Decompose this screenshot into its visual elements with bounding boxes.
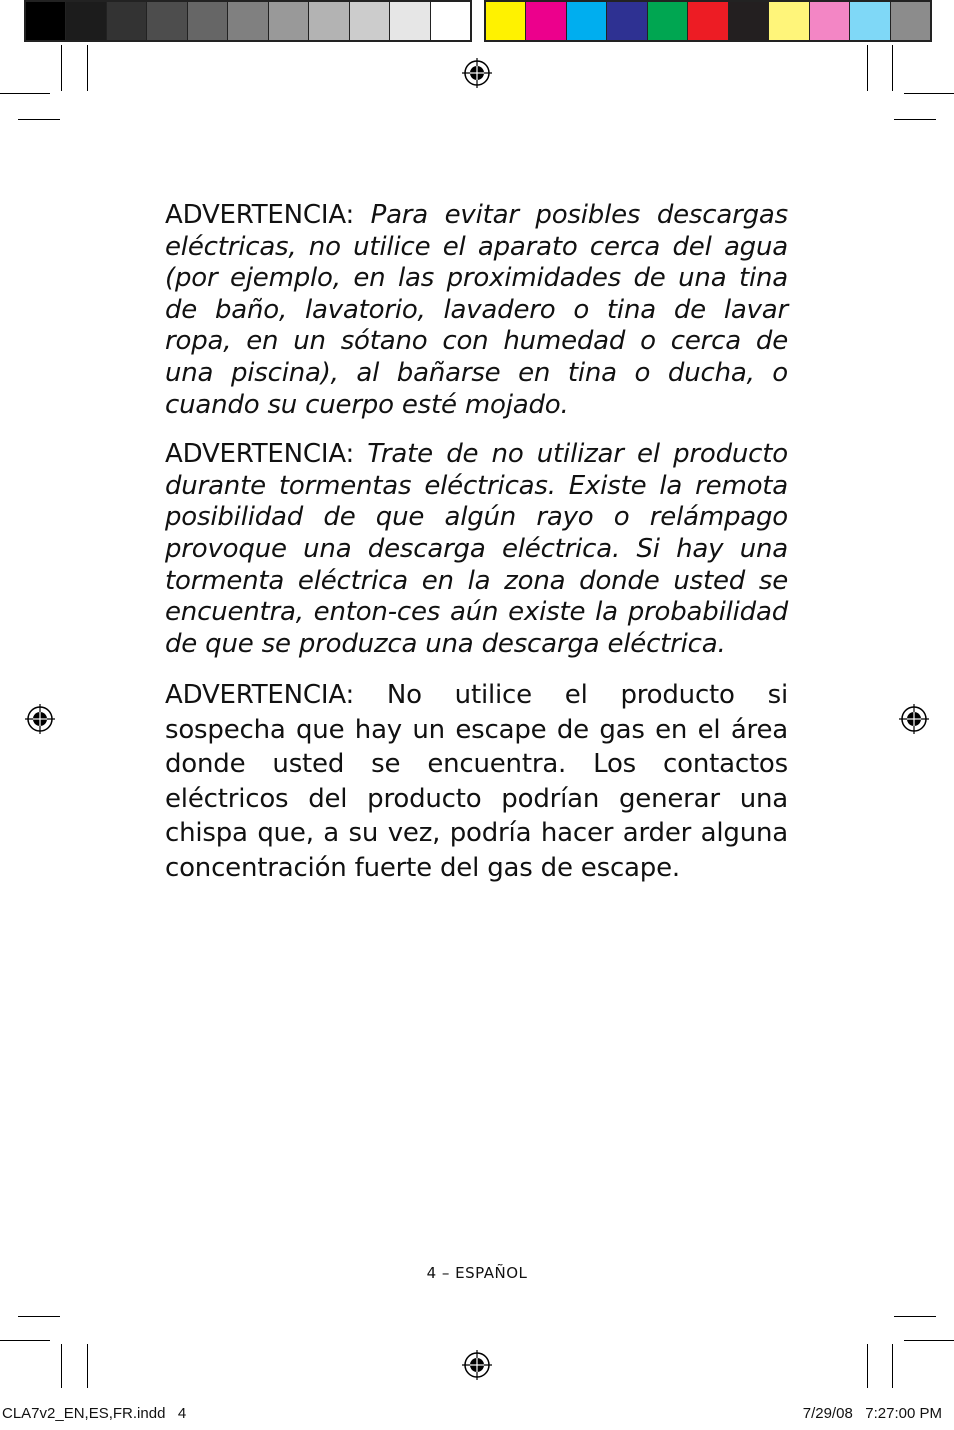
crop-mark xyxy=(0,1340,50,1341)
registration-mark-icon xyxy=(899,704,929,734)
color-swatch xyxy=(648,2,688,40)
crop-mark xyxy=(0,93,50,94)
page-number: 4 – ESPAÑOL xyxy=(426,1264,528,1282)
color-swatch xyxy=(431,2,470,40)
color-swatch xyxy=(188,2,228,40)
crop-mark xyxy=(18,119,60,120)
warning-paragraph-water xyxy=(165,200,788,421)
color-swatch xyxy=(729,2,769,40)
color-swatch xyxy=(228,2,268,40)
color-swatch xyxy=(567,2,607,40)
warning-text: Para evitar posibles descargas eléctricas, no utilice el aparato cerca del agua (por ejemplo, en las proximidades de una tina de baño, lavatorio, lavadero o tina de lavar ropa, en un sótano con humedad o cerca de una piscina), al bañarse en tina o ducha, o cuando su cuerpo esté mojado. xyxy=(165,200,788,420)
crop-mark xyxy=(894,119,936,120)
process-color-bar xyxy=(484,0,932,42)
registration-mark-icon xyxy=(462,58,492,88)
color-swatch xyxy=(607,2,647,40)
color-swatch xyxy=(769,2,809,40)
color-swatch xyxy=(486,2,526,40)
crop-mark xyxy=(892,1344,893,1388)
crop-mark xyxy=(867,1344,868,1388)
color-swatch xyxy=(147,2,187,40)
crop-mark xyxy=(18,1316,60,1317)
crop-mark xyxy=(87,45,88,91)
crop-mark xyxy=(892,45,893,91)
grayscale-color-bar xyxy=(24,0,472,42)
crop-mark xyxy=(87,1344,88,1388)
color-swatch xyxy=(390,2,430,40)
slug-filename: CLA7v2_EN,ES,FR.indd 4 xyxy=(2,1405,187,1422)
color-swatch xyxy=(66,2,106,40)
crop-mark xyxy=(894,1316,936,1317)
color-swatch xyxy=(526,2,566,40)
warning-text: Trate de no utilizar el producto durante tormentas eléctricas. Existe la remota posibilidad de que algún rayo o relámpago provoque una descarga eléctrica. Si hay una tormenta eléctrica en la zona donde usted se encuentra, enton-ces aún existe la probabilidad de que se produzca una descarga eléctrica. xyxy=(165,439,788,659)
crop-mark xyxy=(61,1344,62,1388)
warning-label: ADVERTENCIA: xyxy=(165,439,355,470)
warning-paragraph-gas xyxy=(165,678,788,885)
warning-label: ADVERTENCIA: xyxy=(165,200,355,230)
crop-mark xyxy=(61,45,62,91)
color-swatch xyxy=(26,2,66,40)
color-swatch xyxy=(350,2,390,40)
crop-mark xyxy=(867,45,868,91)
color-swatch xyxy=(309,2,349,40)
slug-datetime: 7/29/08 7:27:00 PM xyxy=(802,1405,942,1422)
color-swatch xyxy=(269,2,309,40)
color-swatch xyxy=(107,2,147,40)
color-swatch xyxy=(810,2,850,40)
crop-mark xyxy=(904,1340,954,1341)
warning-paragraph-storm xyxy=(165,439,788,660)
warning-label: ADVERTENCIA: xyxy=(165,680,355,711)
registration-mark-icon xyxy=(462,1350,492,1380)
color-swatch xyxy=(850,2,890,40)
registration-mark-icon xyxy=(25,704,55,734)
color-swatch xyxy=(688,2,728,40)
warnings-content xyxy=(165,200,788,903)
warning-text: No utilice el producto si sospecha que hay un escape de gas en el área donde usted se encuentra. Los contactos eléctricos del producto podrían generar una chispa que, a su vez, podría hacer arder alguna concentración fuerte del gas de escape. xyxy=(165,680,788,883)
crop-mark xyxy=(904,93,954,94)
color-swatch xyxy=(891,2,930,40)
